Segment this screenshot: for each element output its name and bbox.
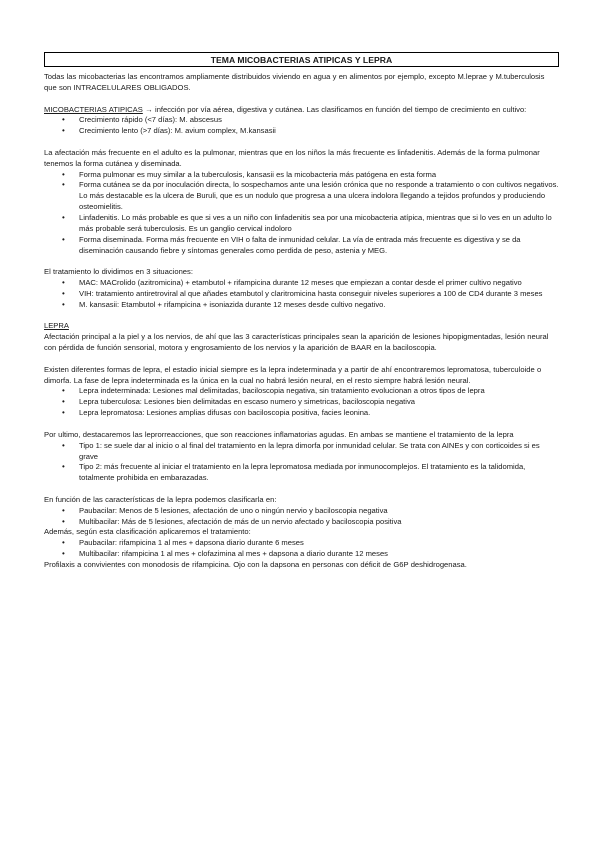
list-item: • Multibacilar: rifampicina 1 al mes + clofazimina al mes + dapsona a diario durante 12 meses	[44, 549, 559, 560]
tratamiento-lepra-paragraph: Además, según esta clasificación aplicaremos el tratamiento:	[44, 527, 251, 537]
list-item: • Linfadenitis. Lo más probable es que si ves a un niño con linfadenitis sea por una micobacteria atípica, mientras que si lo ves en un adulto lo más probable será tuberculosis. Es un ganglio cervical indoloro	[44, 213, 559, 235]
lepra-heading: LEPRA	[44, 321, 69, 331]
atipicas-text: → infección por vía aérea, digestiva y cutánea. Las clasificamos en función del tiempo de crecimiento en cultivo:	[142, 104, 527, 114]
formas-paragraph: Existen diferentes formas de lepra, el estadio inicial siempre es la lepra indeterminada y a partir de ahí encontraremos lepromatosa, tuberculoide o dimorfa. La fase de lepra indeterminada es la única en la cual no habrá lesión neural, en el resto siempre habrá lesión neural.	[44, 364, 542, 385]
atipicas-paragraph	[44, 105, 559, 116]
list-item: • VIH: tratamiento antiretroviral al que añades etambutol y claritromicina hasta conseguir niveles superiores a 100 de CD4 durante 3 meses	[44, 289, 559, 300]
tratamiento-paragraph: El tratamiento lo dividimos en 3 situaciones:	[44, 267, 193, 277]
tratamiento-list	[44, 278, 559, 311]
lepra-paragraph: Afectación principal a la piel y a los nervios, de ahí que las 3 características principales sean la aparición de lesiones hipopigmentadas, lesión neural con pérdida de función sensorial, motora y engrosamiento de los nervios y la aparición de BAAR en la baciloscopia.	[44, 332, 549, 353]
list-item: • Lepra lepromatosa: Lesiones amplias difusas con baciloscopia positiva, facies leonina.	[44, 408, 559, 419]
clasificacion-paragraph: En función de las características de la lepra podemos clasificarla en:	[44, 494, 277, 504]
list-item: • Paubacilar: rifampicina 1 al mes + dapsona diario durante 6 meses	[44, 538, 559, 549]
afectacion-paragraph: La afectación más frecuente en el adulto es la pulmonar, mientras que en los niños la más frecuente es linfadenitis. Además de la forma pulmonar tenemos la forma cutánea y diseminada.	[44, 147, 540, 168]
afectacion-list	[44, 170, 559, 257]
list-item: • Crecimiento rápido (<7 días): M. abscesus	[44, 115, 559, 126]
tratamiento-lepra-list	[44, 538, 559, 560]
profilaxis-paragraph: Profilaxis a convivientes con monodosis de rifampicina. Ojo con la dapsona en personas con déficit de G6P deshidrogenasa.	[44, 559, 467, 569]
list-item: • Tipo 2: más frecuente al iniciar el tratamiento en la lepra lepromatosa mediada por inmunocomplejos. El tratamiento es la talidomida, totalmente prohibida en embarazadas.	[44, 462, 559, 484]
list-item: • Forma cutánea se da por inoculación directa, lo sospechamos ante una lesión crónica que no responde a tratamiento o con cultivos negativos. Lo más destacable es la ulcera de Buruli, que es un nodulo que progresa a una ulcera indolora llegando a tejidos profundos y produciendo osteomielitis.	[44, 180, 559, 213]
list-item: • Crecimiento lento (>7 días): M. avium complex, M.kansasii	[44, 126, 559, 137]
clasificacion-list	[44, 506, 559, 528]
atipicas-list	[44, 115, 559, 137]
reacciones-list	[44, 441, 559, 484]
atipicas-heading: MICOBACTERIAS ATIPICAS	[44, 104, 143, 114]
intro-paragraph: Todas las micobacterias las encontramos ampliamente distribuidos viviendo en agua y en alimentos por ejemplo, excepto M.leprae y M.tuberculosis que son INTRACELULARES OBLIGADOS.	[44, 72, 545, 92]
document-title: TEMA MICOBACTERIAS ATIPICAS Y LEPRA	[44, 52, 559, 67]
formas-list	[44, 386, 559, 419]
list-item: • M. kansasii: Etambutol + rifampicina + isoniazida durante 12 meses desde cultivo negativo.	[44, 300, 559, 311]
list-item: • Lepra tuberculosa: Lesiones bien delimitadas en escaso numero y simetricas, baciloscopia negativa	[44, 397, 559, 408]
reacciones-paragraph: Por ultimo, destacaremos las leprorreacciones, que son reacciones inflamatorias agudas. En ambas se mantiene el tratamiento de la lepra	[44, 429, 514, 439]
list-item: • MAC: MACrolido (azitromicina) + etambutol + rifampicina durante 12 meses que empiezan a contar desde el primer cultivo negativo	[44, 278, 559, 289]
list-item: • Tipo 1: se suele dar al inicio o al final del tratamiento en la lepra dimorfa por inmunidad celular. Se trata con AINEs y con corticoides si es grave	[44, 441, 559, 463]
document-page	[44, 52, 559, 571]
list-item: • Lepra indeterminada: Lesiones mal delimitadas, baciloscopia negativa, sin tratamiento evolucionan a otros tipos de lepra	[44, 386, 559, 397]
list-item: • Forma diseminada. Forma más frecuente en VIH o falta de inmunidad celular. La vía de entrada más frecuente es digestiva y se da diseminación causando fiebre y síntomas generales como perdida de peso, astenia y MEG.	[44, 235, 559, 257]
list-item: • Forma pulmonar es muy similar a la tuberculosis, kansasii es la micobacteria más patógena en esta forma	[44, 170, 559, 181]
list-item: • Paubacilar: Menos de 5 lesiones, afectación de uno o ningún nervio y baciloscopia negativa	[44, 506, 559, 517]
list-item: • Multibacilar: Más de 5 lesiones, afectación de más de un nervio afectado y baciloscopia positiva	[44, 517, 559, 528]
